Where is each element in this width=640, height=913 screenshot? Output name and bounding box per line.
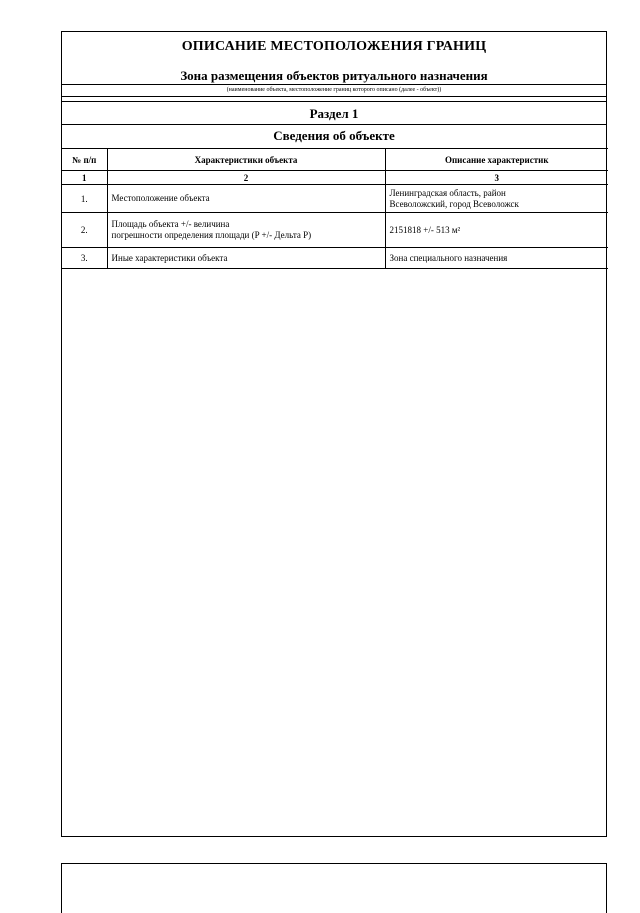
description-text: 2151818 +/- 513 м² bbox=[389, 224, 461, 235]
description-text: Зона специального назначения bbox=[389, 252, 508, 263]
table-header-row bbox=[62, 149, 608, 171]
header-characteristic: Характеристики объекта bbox=[107, 149, 385, 171]
characteristic-text: Местоположение объекта bbox=[111, 193, 210, 203]
row-characteristic bbox=[107, 248, 385, 269]
row-characteristic bbox=[107, 213, 385, 248]
row-description bbox=[385, 213, 608, 248]
section-label: Раздел 1 bbox=[309, 106, 359, 121]
index-cell: 1 bbox=[62, 171, 107, 185]
table-row bbox=[62, 213, 608, 248]
header-description: Описание характеристик bbox=[385, 149, 608, 171]
table-index-row bbox=[62, 171, 608, 185]
document-title: ОПИСАНИЕ МЕСТОПОЛОЖЕНИЯ ГРАНИЦ bbox=[181, 39, 487, 54]
document-frame bbox=[61, 31, 607, 837]
object-info-table bbox=[62, 148, 608, 269]
row-number: 1. bbox=[62, 185, 107, 213]
section-divider bbox=[62, 124, 606, 125]
header-number: № п/п bbox=[62, 149, 107, 171]
table-row bbox=[62, 248, 608, 269]
row-description bbox=[385, 185, 608, 213]
object-name: Зона размещения объектов ритуального назначения bbox=[180, 68, 488, 83]
row-characteristic bbox=[107, 185, 385, 213]
row-description bbox=[385, 248, 608, 269]
row-number: 2. bbox=[62, 213, 107, 248]
characteristic-text: Площадь объекта +/- величина bbox=[111, 219, 230, 229]
table-row bbox=[62, 185, 608, 213]
description-text-line2: Всеволожский, город Всеволожск bbox=[389, 198, 519, 209]
object-name-underline bbox=[62, 84, 606, 85]
description-text: Ленинградская область, район bbox=[389, 187, 506, 198]
object-caption: (наименование объекта, местоположение границ которого описано (далее - объект)) bbox=[226, 87, 442, 93]
section-top-divider bbox=[62, 101, 606, 102]
characteristic-text-line2: погрешности определения площади (P +/- Дельта P) bbox=[111, 230, 312, 240]
index-cell: 3 bbox=[385, 171, 608, 185]
caption-divider bbox=[62, 96, 606, 97]
row-number: 3. bbox=[62, 248, 107, 269]
index-cell: 2 bbox=[107, 171, 385, 185]
section-title: Сведения об объекте bbox=[273, 128, 395, 143]
next-page-frame bbox=[61, 863, 607, 913]
characteristic-text: Иные характеристики объекта bbox=[111, 252, 228, 263]
